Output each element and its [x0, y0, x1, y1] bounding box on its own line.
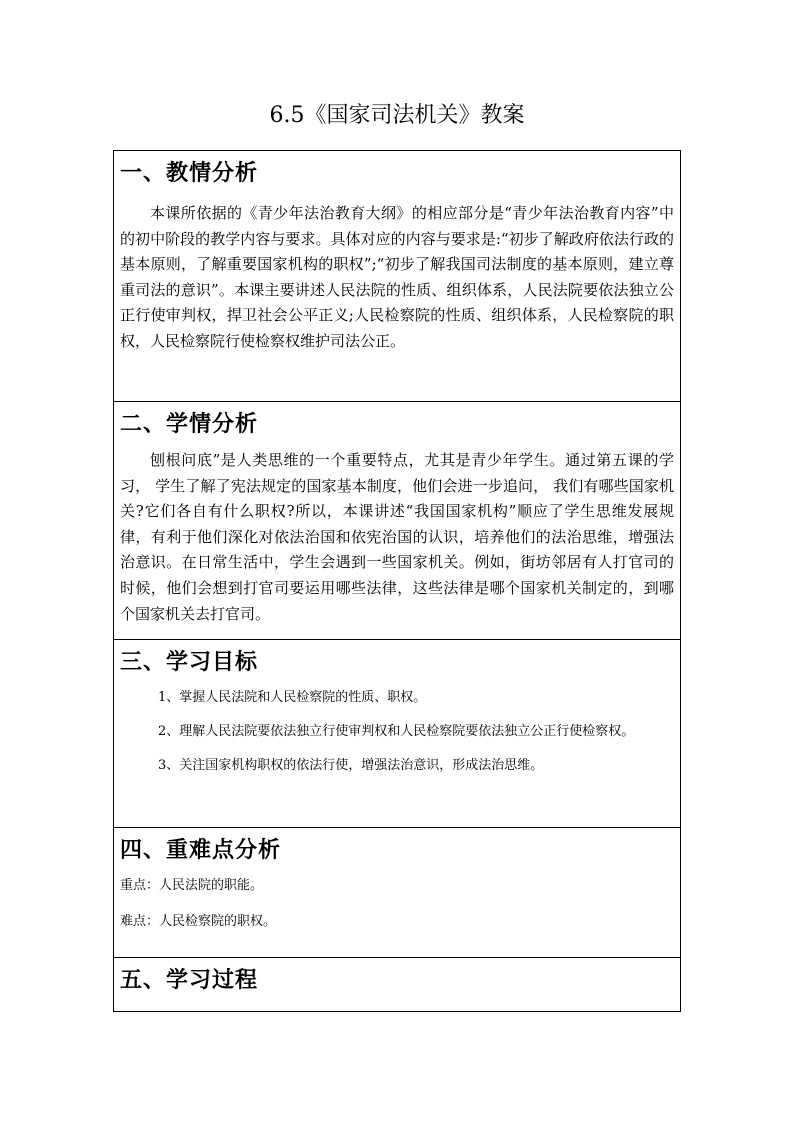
section-paragraph: 刨根问底”是人类思维的一个重要特点，尤其是青少年学生。通过第五课的学习， 学生了解了宪法规定的国家基本制度，他们会进一步追问， 我们有哪些国家机关?它们各自有什么职权?所以，本课讲述“我国国家机构”顺应了学生思维发展规律，有利于他们深化对依法治国和依宪治国的认识，培养他们的法治思维，增强法治意识。在日常生活中，学生会遇到一些国家机关。例如，街坊邻居有人打官司的时候，他们会想到打官司要运用哪些法律，这些法律是哪个国家机关制定的，到哪个国家机关去打官司。 [120, 451, 674, 623]
section-learning-goals [114, 639, 680, 827]
key-point-text: 重点：人民法院的职能。 [120, 878, 264, 893]
lesson-plan-table [113, 150, 681, 1012]
section-student-analysis [114, 401, 680, 639]
section-heading: 一、教情分析 [120, 160, 259, 186]
section-teaching-analysis [114, 151, 680, 401]
difficult-point-text: 难点：人民检察院的职权。 [120, 914, 277, 929]
goal-item: 2、理解人民法院要依法独立行使审判权和人民检察院要依法独立公正行使检察权。 [158, 724, 635, 739]
section-heading: 五、学习过程 [120, 967, 259, 993]
section-heading: 三、学习目标 [120, 649, 259, 675]
document-title: 6.5《国家司法机关》教案 [269, 103, 525, 128]
section-learning-process [114, 957, 680, 1011]
goal-item: 1、掌握人民法院和人民检察院的性质、职权。 [158, 690, 427, 705]
section-heading: 二、学情分析 [120, 411, 259, 437]
goal-item: 3、关注国家机构职权的依法行使，增强法治意识，形成法治思维。 [158, 758, 544, 773]
section-heading: 四、重难点分析 [120, 837, 282, 863]
goal-list [120, 688, 674, 776]
section-paragraph: 本课所依据的《青少年法治教育大纲》的相应部分是“青少年法治教育内容”中的初中阶段的教学内容与要求。具体对应的内容与要求是:“初步了解政府依法行政的基本原则，了解重要国家机构的职权”;“初步了解我国司法制度的基本原则，建立尊重司法的意识”。本课主要讲述人民法院的性质、组织体系，人民法院要依法独立公正行使审判权，捍卫社会公平正义;人民检察院的性质、组织体系，人民检察院的职权，人民检察院行使检察权维护司法公正。 [120, 204, 674, 350]
section-key-points [114, 827, 680, 957]
